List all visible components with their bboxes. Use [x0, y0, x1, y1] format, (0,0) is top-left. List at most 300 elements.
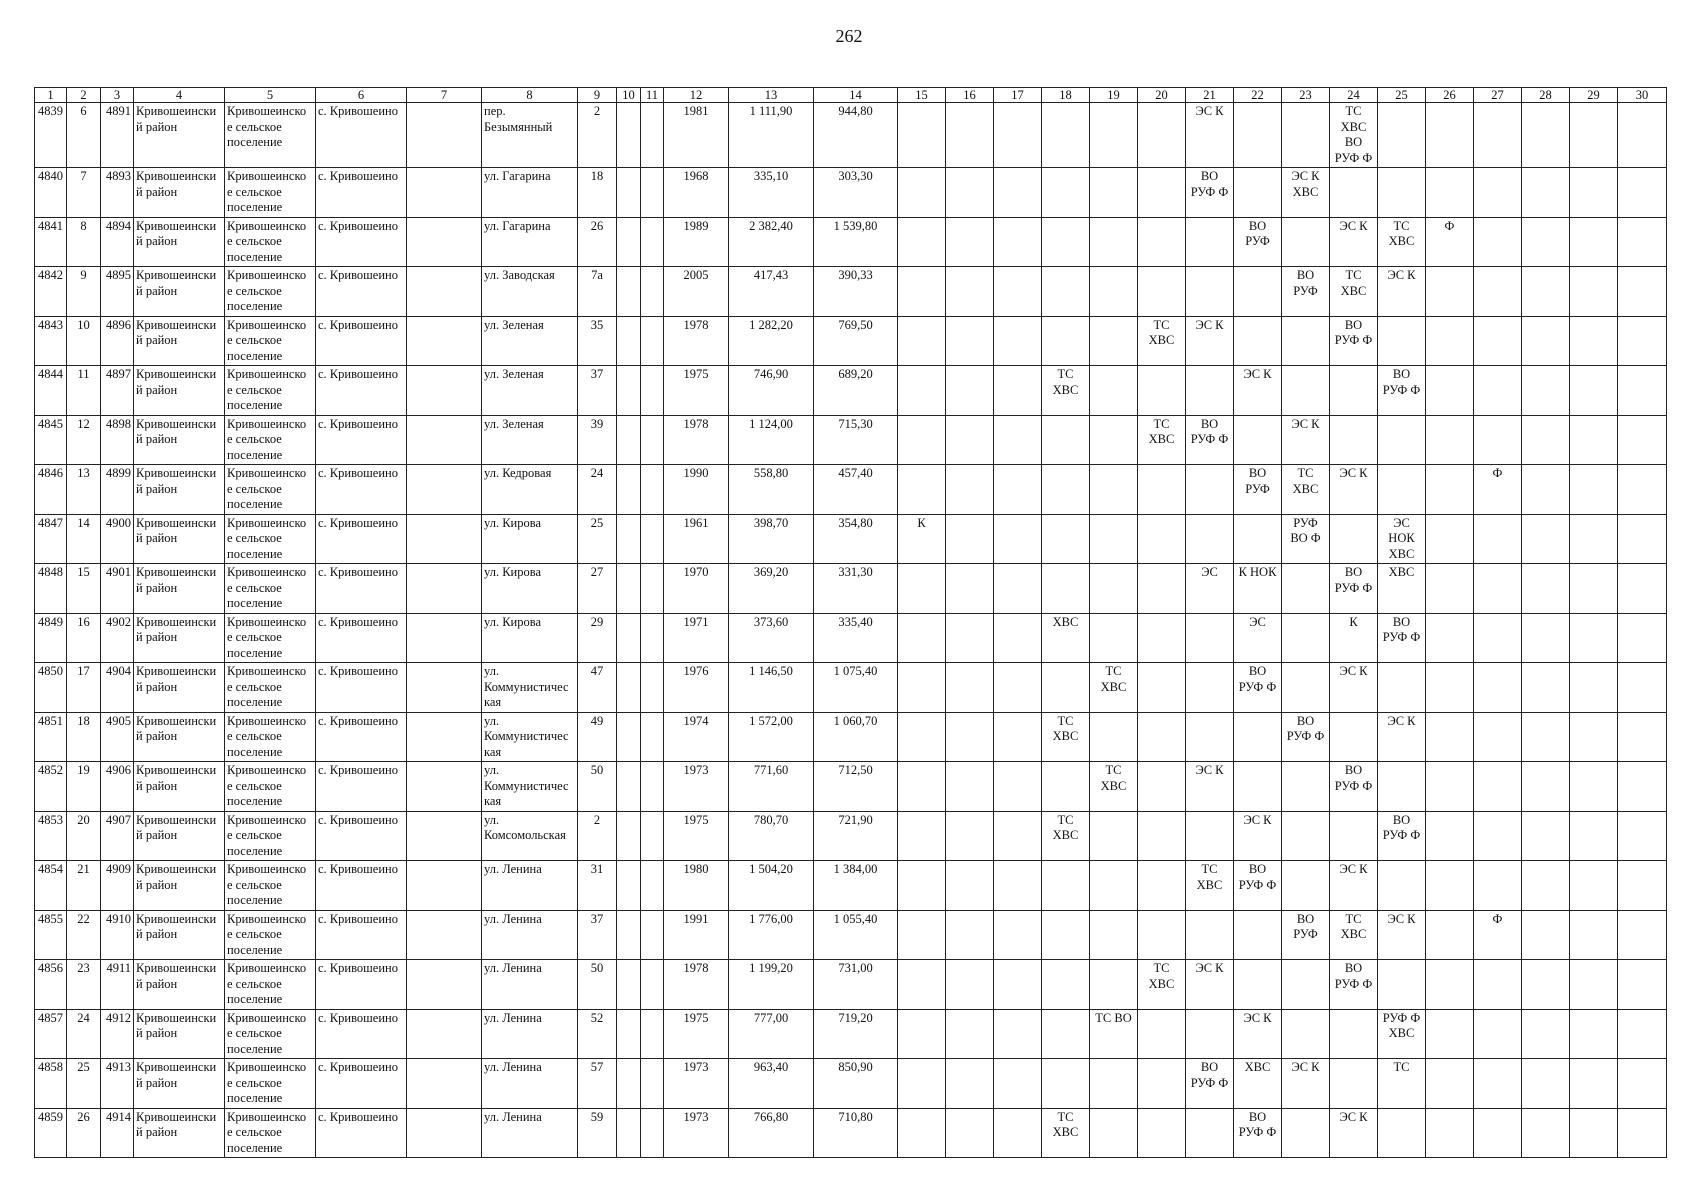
table-cell-col-9: 7а: [578, 267, 617, 317]
table-cell-col-29: [1570, 267, 1618, 317]
table-cell-col-24: [1330, 366, 1378, 416]
table-cell-col-14: 769,50: [814, 316, 898, 366]
table-cell-col-20: ТС ХВС: [1138, 316, 1186, 366]
table-cell-col-24: [1330, 514, 1378, 564]
table-cell-col-13: 1 199,20: [729, 960, 814, 1010]
table-cell-col-9: 39: [578, 415, 617, 465]
table-cell-col-14: 457,40: [814, 465, 898, 515]
table-cell-col-13: 1 504,20: [729, 861, 814, 911]
table-cell-col-19: ТС ХВС: [1090, 663, 1138, 713]
table-cell-col-28: [1522, 960, 1570, 1010]
table-cell-col-2: 8: [67, 217, 101, 267]
table-cell-col-10: [617, 712, 641, 762]
table-cell-col-16: [946, 1059, 994, 1109]
table-cell-col-24: ЭС К: [1330, 861, 1378, 911]
table-cell-col-29: [1570, 514, 1618, 564]
table-cell-col-6: с. Кривошеино: [316, 267, 407, 317]
table-cell-col-8: ул. Ленина: [482, 1059, 578, 1109]
table-cell-col-17: [994, 910, 1042, 960]
table-cell-col-23: [1282, 811, 1330, 861]
table-cell-col-11: [641, 910, 664, 960]
table-cell-col-17: [994, 960, 1042, 1010]
table-cell-col-5: Кривошеинско е сельское поселение: [225, 762, 316, 812]
table-cell-col-7: [407, 564, 482, 614]
table-cell-col-30: [1618, 415, 1667, 465]
table-cell-col-13: 373,60: [729, 613, 814, 663]
table-cell-col-17: [994, 861, 1042, 911]
table-cell-col-3: 4914: [101, 1108, 134, 1158]
table-cell-col-28: [1522, 1108, 1570, 1158]
table-cell-col-18: ТС ХВС: [1042, 811, 1090, 861]
table-cell-col-29: [1570, 861, 1618, 911]
table-cell-col-28: [1522, 564, 1570, 614]
page-number: 262: [835, 26, 863, 46]
table-cell-col-15: [898, 465, 946, 515]
table-cell-col-20: [1138, 663, 1186, 713]
table-cell-col-1: 4845: [35, 415, 67, 465]
table-cell-col-13: 780,70: [729, 811, 814, 861]
table-cell-col-23: [1282, 613, 1330, 663]
table-cell-col-12: 1971: [664, 613, 729, 663]
table-cell-col-26: [1426, 168, 1474, 218]
table-cell-col-8: ул. Коммунистичес кая: [482, 712, 578, 762]
table-cell-col-20: [1138, 861, 1186, 911]
table-cell-col-16: [946, 861, 994, 911]
table-cell-col-26: [1426, 465, 1474, 515]
table-cell-col-1: 4847: [35, 514, 67, 564]
table-cell-col-24: ВО РУФ Ф: [1330, 960, 1378, 1010]
table-cell-col-9: 2: [578, 103, 617, 168]
table-cell-col-4: Кривошеински й район: [134, 267, 225, 317]
table-cell-col-4: Кривошеински й район: [134, 217, 225, 267]
table-cell-col-22: [1234, 168, 1282, 218]
table-cell-col-2: 18: [67, 712, 101, 762]
table-cell-col-14: 1 075,40: [814, 663, 898, 713]
table-cell-col-26: [1426, 366, 1474, 416]
table-cell-col-14: 719,20: [814, 1009, 898, 1059]
table-cell-col-2: 7: [67, 168, 101, 218]
table-cell-col-19: [1090, 217, 1138, 267]
table-cell-col-13: 771,60: [729, 762, 814, 812]
table-cell-col-29: [1570, 960, 1618, 1010]
table-cell-col-20: [1138, 1059, 1186, 1109]
table-cell-col-22: ЭС К: [1234, 366, 1282, 416]
table-cell-col-6: с. Кривошеино: [316, 217, 407, 267]
table-cell-col-15: [898, 811, 946, 861]
table-cell-col-25: ЭС НОК ХВС: [1378, 514, 1426, 564]
table-row: [35, 960, 1667, 1010]
table-cell-col-7: [407, 762, 482, 812]
table-cell-col-9: 52: [578, 1009, 617, 1059]
table-cell-col-24: ВО РУФ Ф: [1330, 316, 1378, 366]
table-cell-col-10: [617, 415, 641, 465]
table-cell-col-5: Кривошеинско е сельское поселение: [225, 1059, 316, 1109]
table-cell-col-15: [898, 960, 946, 1010]
table-cell-col-30: [1618, 861, 1667, 911]
table-cell-col-27: [1474, 168, 1522, 218]
table-cell-col-6: с. Кривошеино: [316, 861, 407, 911]
table-cell-col-30: [1618, 267, 1667, 317]
table-cell-col-4: Кривошеински й район: [134, 103, 225, 168]
table-cell-col-8: ул. Коммунистичес кая: [482, 663, 578, 713]
table-cell-col-17: [994, 316, 1042, 366]
table-cell-col-10: [617, 1059, 641, 1109]
column-header-20: 20: [1138, 88, 1186, 103]
table-cell-col-14: 390,33: [814, 267, 898, 317]
table-cell-col-19: [1090, 712, 1138, 762]
table-cell-col-27: [1474, 613, 1522, 663]
table-cell-col-11: [641, 316, 664, 366]
table-cell-col-6: с. Кривошеино: [316, 1059, 407, 1109]
table-cell-col-3: 4904: [101, 663, 134, 713]
table-cell-col-23: [1282, 103, 1330, 168]
table-cell-col-13: 766,80: [729, 1108, 814, 1158]
table-cell-col-5: Кривошеинско е сельское поселение: [225, 960, 316, 1010]
table-cell-col-19: [1090, 613, 1138, 663]
table-cell-col-15: [898, 712, 946, 762]
table-cell-col-11: [641, 103, 664, 168]
table-cell-col-23: [1282, 1009, 1330, 1059]
column-header-12: 12: [664, 88, 729, 103]
table-cell-col-28: [1522, 861, 1570, 911]
table-cell-col-4: Кривошеински й район: [134, 613, 225, 663]
table-cell-col-15: [898, 267, 946, 317]
table-cell-col-1: 4858: [35, 1059, 67, 1109]
table-cell-col-1: 4848: [35, 564, 67, 614]
table-cell-col-19: [1090, 465, 1138, 515]
table-cell-col-9: 37: [578, 366, 617, 416]
column-number-header-row: [35, 88, 1667, 103]
table-cell-col-19: [1090, 415, 1138, 465]
table-cell-col-4: Кривошеински й район: [134, 1009, 225, 1059]
table-cell-col-29: [1570, 564, 1618, 614]
table-cell-col-20: [1138, 613, 1186, 663]
table-cell-col-9: 59: [578, 1108, 617, 1158]
table-cell-col-27: [1474, 267, 1522, 317]
table-cell-col-19: [1090, 1059, 1138, 1109]
table-cell-col-28: [1522, 514, 1570, 564]
table-cell-col-3: 4894: [101, 217, 134, 267]
table-cell-col-21: [1186, 465, 1234, 515]
table-row: [35, 910, 1667, 960]
table-row: [35, 613, 1667, 663]
table-cell-col-23: [1282, 217, 1330, 267]
table-cell-col-25: ЭС К: [1378, 267, 1426, 317]
table-cell-col-25: ВО РУФ Ф: [1378, 613, 1426, 663]
table-cell-col-27: [1474, 1009, 1522, 1059]
table-cell-col-3: 4913: [101, 1059, 134, 1109]
table-cell-col-14: 1 060,70: [814, 712, 898, 762]
table-cell-col-21: [1186, 1108, 1234, 1158]
table-cell-col-23: [1282, 316, 1330, 366]
table-cell-col-9: 18: [578, 168, 617, 218]
table-cell-col-15: [898, 168, 946, 218]
table-cell-col-17: [994, 217, 1042, 267]
table-cell-col-18: [1042, 217, 1090, 267]
table-cell-col-30: [1618, 1059, 1667, 1109]
column-header-3: 3: [101, 88, 134, 103]
table-cell-col-16: [946, 267, 994, 317]
table-cell-col-2: 6: [67, 103, 101, 168]
table-cell-col-8: ул. Ленина: [482, 910, 578, 960]
table-cell-col-8: ул. Гагарина: [482, 168, 578, 218]
table-cell-col-26: [1426, 1108, 1474, 1158]
table-cell-col-21: [1186, 366, 1234, 416]
table-cell-col-21: ЭС К: [1186, 960, 1234, 1010]
table-cell-col-22: ВО РУФ Ф: [1234, 663, 1282, 713]
table-cell-col-6: с. Кривошеино: [316, 366, 407, 416]
table-cell-col-12: 1961: [664, 514, 729, 564]
table-cell-col-10: [617, 811, 641, 861]
table-cell-col-8: ул. Ленина: [482, 960, 578, 1010]
table-cell-col-2: 14: [67, 514, 101, 564]
table-cell-col-1: 4857: [35, 1009, 67, 1059]
table-cell-col-29: [1570, 910, 1618, 960]
table-cell-col-1: 4855: [35, 910, 67, 960]
table-cell-col-25: [1378, 465, 1426, 515]
table-cell-col-10: [617, 960, 641, 1010]
table-cell-col-28: [1522, 663, 1570, 713]
table-cell-col-11: [641, 613, 664, 663]
table-cell-col-12: 1991: [664, 910, 729, 960]
table-cell-col-20: [1138, 712, 1186, 762]
table-cell-col-14: 689,20: [814, 366, 898, 416]
table-cell-col-20: [1138, 217, 1186, 267]
table-cell-col-22: ВО РУФ Ф: [1234, 861, 1282, 911]
table-row: [35, 415, 1667, 465]
table-cell-col-7: [407, 316, 482, 366]
table-cell-col-12: 1981: [664, 103, 729, 168]
table-cell-col-17: [994, 514, 1042, 564]
table-cell-col-18: [1042, 861, 1090, 911]
table-cell-col-19: [1090, 960, 1138, 1010]
table-cell-col-21: ЭС К: [1186, 103, 1234, 168]
table-cell-col-16: [946, 415, 994, 465]
table-cell-col-10: [617, 910, 641, 960]
table-cell-col-3: 4907: [101, 811, 134, 861]
table-cell-col-30: [1618, 663, 1667, 713]
table-cell-col-6: с. Кривошеино: [316, 712, 407, 762]
table-cell-col-9: 50: [578, 762, 617, 812]
table-cell-col-7: [407, 811, 482, 861]
table-cell-col-12: 1980: [664, 861, 729, 911]
table-cell-col-1: 4853: [35, 811, 67, 861]
table-cell-col-4: Кривошеински й район: [134, 811, 225, 861]
table-cell-col-9: 2: [578, 811, 617, 861]
table-cell-col-18: [1042, 465, 1090, 515]
column-header-26: 26: [1426, 88, 1474, 103]
table-cell-col-30: [1618, 465, 1667, 515]
table-cell-col-2: 10: [67, 316, 101, 366]
table-cell-col-10: [617, 217, 641, 267]
table-cell-col-25: [1378, 762, 1426, 812]
table-cell-col-12: 2005: [664, 267, 729, 317]
table-cell-col-26: [1426, 103, 1474, 168]
table-cell-col-27: Ф: [1474, 465, 1522, 515]
table-cell-col-19: [1090, 861, 1138, 911]
table-cell-col-25: ВО РУФ Ф: [1378, 811, 1426, 861]
table-cell-col-9: 26: [578, 217, 617, 267]
table-cell-col-28: [1522, 366, 1570, 416]
table-cell-col-2: 12: [67, 415, 101, 465]
table-cell-col-14: 1 055,40: [814, 910, 898, 960]
table-cell-col-21: ВО РУФ Ф: [1186, 1059, 1234, 1109]
table-cell-col-10: [617, 1108, 641, 1158]
table-cell-col-8: ул. Зеленая: [482, 366, 578, 416]
table-cell-col-3: 4910: [101, 910, 134, 960]
table-cell-col-18: [1042, 415, 1090, 465]
table-cell-col-23: ВО РУФ Ф: [1282, 712, 1330, 762]
table-cell-col-11: [641, 1009, 664, 1059]
table-cell-col-21: [1186, 267, 1234, 317]
table-cell-col-22: ВО РУФ Ф: [1234, 1108, 1282, 1158]
table-cell-col-29: [1570, 1059, 1618, 1109]
table-cell-col-24: [1330, 415, 1378, 465]
table-cell-col-6: с. Кривошеино: [316, 564, 407, 614]
table-cell-col-4: Кривошеински й район: [134, 465, 225, 515]
table-cell-col-7: [407, 465, 482, 515]
table-cell-col-23: РУФ ВО Ф: [1282, 514, 1330, 564]
table-cell-col-21: [1186, 811, 1234, 861]
table-cell-col-25: [1378, 103, 1426, 168]
table-cell-col-18: [1042, 910, 1090, 960]
table-cell-col-18: [1042, 514, 1090, 564]
table-cell-col-1: 4859: [35, 1108, 67, 1158]
table-cell-col-1: 4856: [35, 960, 67, 1010]
table-cell-col-22: ХВС: [1234, 1059, 1282, 1109]
table-cell-col-13: 398,70: [729, 514, 814, 564]
table-cell-col-21: ВО РУФ Ф: [1186, 415, 1234, 465]
table-cell-col-13: 1 776,00: [729, 910, 814, 960]
table-cell-col-12: 1975: [664, 1009, 729, 1059]
table-cell-col-19: [1090, 366, 1138, 416]
table-row: [35, 712, 1667, 762]
table-cell-col-7: [407, 366, 482, 416]
table-cell-col-19: [1090, 1108, 1138, 1158]
table-cell-col-24: [1330, 712, 1378, 762]
table-cell-col-1: 4851: [35, 712, 67, 762]
column-header-13: 13: [729, 88, 814, 103]
table-cell-col-5: Кривошеинско е сельское поселение: [225, 168, 316, 218]
column-header-27: 27: [1474, 88, 1522, 103]
table-cell-col-23: ВО РУФ: [1282, 267, 1330, 317]
table-cell-col-16: [946, 762, 994, 812]
table-cell-col-28: [1522, 613, 1570, 663]
table-cell-col-26: [1426, 861, 1474, 911]
table-cell-col-22: [1234, 103, 1282, 168]
table-cell-col-7: [407, 663, 482, 713]
table-cell-col-25: ХВС: [1378, 564, 1426, 614]
table-cell-col-2: 21: [67, 861, 101, 911]
table-cell-col-20: [1138, 1108, 1186, 1158]
table-cell-col-6: с. Кривошеино: [316, 960, 407, 1010]
table-cell-col-11: [641, 514, 664, 564]
table-cell-col-29: [1570, 168, 1618, 218]
table-cell-col-22: [1234, 415, 1282, 465]
table-cell-col-30: [1618, 103, 1667, 168]
table-cell-col-20: [1138, 1009, 1186, 1059]
table-cell-col-15: [898, 613, 946, 663]
table-cell-col-18: [1042, 762, 1090, 812]
table-cell-col-15: [898, 564, 946, 614]
table-cell-col-22: [1234, 514, 1282, 564]
table-cell-col-26: [1426, 613, 1474, 663]
table-cell-col-17: [994, 366, 1042, 416]
table-cell-col-13: 558,80: [729, 465, 814, 515]
table-cell-col-12: 1974: [664, 712, 729, 762]
table-cell-col-7: [407, 267, 482, 317]
table-cell-col-2: 24: [67, 1009, 101, 1059]
table-cell-col-30: [1618, 910, 1667, 960]
table-cell-col-10: [617, 613, 641, 663]
table-cell-col-28: [1522, 1009, 1570, 1059]
table-cell-col-12: 1973: [664, 762, 729, 812]
table-cell-col-22: [1234, 910, 1282, 960]
table-cell-col-1: 4843: [35, 316, 67, 366]
table-cell-col-26: [1426, 415, 1474, 465]
table-cell-col-25: [1378, 168, 1426, 218]
table-cell-col-29: [1570, 613, 1618, 663]
table-cell-col-25: [1378, 1108, 1426, 1158]
table-cell-col-16: [946, 663, 994, 713]
table-cell-col-27: [1474, 861, 1522, 911]
table-cell-col-11: [641, 762, 664, 812]
table-cell-col-18: [1042, 316, 1090, 366]
table-cell-col-29: [1570, 103, 1618, 168]
table-cell-col-17: [994, 564, 1042, 614]
table-cell-col-27: [1474, 663, 1522, 713]
table-cell-col-21: [1186, 514, 1234, 564]
table-cell-col-21: ВО РУФ Ф: [1186, 168, 1234, 218]
table-cell-col-22: [1234, 316, 1282, 366]
table-cell-col-16: [946, 1009, 994, 1059]
table-cell-col-10: [617, 316, 641, 366]
table-cell-col-20: [1138, 564, 1186, 614]
table-cell-col-13: 777,00: [729, 1009, 814, 1059]
table-cell-col-25: ВО РУФ Ф: [1378, 366, 1426, 416]
table-cell-col-10: [617, 366, 641, 416]
table-cell-col-19: [1090, 316, 1138, 366]
table-cell-col-5: Кривошеинско е сельское поселение: [225, 811, 316, 861]
table-cell-col-24: [1330, 1009, 1378, 1059]
table-cell-col-4: Кривошеински й район: [134, 366, 225, 416]
table-cell-col-5: Кривошеинско е сельское поселение: [225, 217, 316, 267]
table-cell-col-18: ТС ХВС: [1042, 366, 1090, 416]
table-cell-col-28: [1522, 811, 1570, 861]
table-cell-col-19: [1090, 564, 1138, 614]
table-cell-col-13: 1 282,20: [729, 316, 814, 366]
table-cell-col-7: [407, 514, 482, 564]
table-cell-col-10: [617, 103, 641, 168]
table-cell-col-21: [1186, 217, 1234, 267]
table-cell-col-6: с. Кривошеино: [316, 103, 407, 168]
table-cell-col-13: 369,20: [729, 564, 814, 614]
table-cell-col-7: [407, 861, 482, 911]
table-cell-col-20: [1138, 514, 1186, 564]
table-cell-col-7: [407, 712, 482, 762]
table-cell-col-14: 944,80: [814, 103, 898, 168]
table-cell-col-9: 37: [578, 910, 617, 960]
table-cell-col-5: Кривошеинско е сельское поселение: [225, 514, 316, 564]
table-cell-col-2: 13: [67, 465, 101, 515]
table-cell-col-17: [994, 267, 1042, 317]
table-cell-col-22: [1234, 960, 1282, 1010]
table-cell-col-17: [994, 613, 1042, 663]
table-row: [35, 366, 1667, 416]
table-cell-col-6: с. Кривошеино: [316, 465, 407, 515]
table-cell-col-28: [1522, 267, 1570, 317]
table-cell-col-27: [1474, 103, 1522, 168]
